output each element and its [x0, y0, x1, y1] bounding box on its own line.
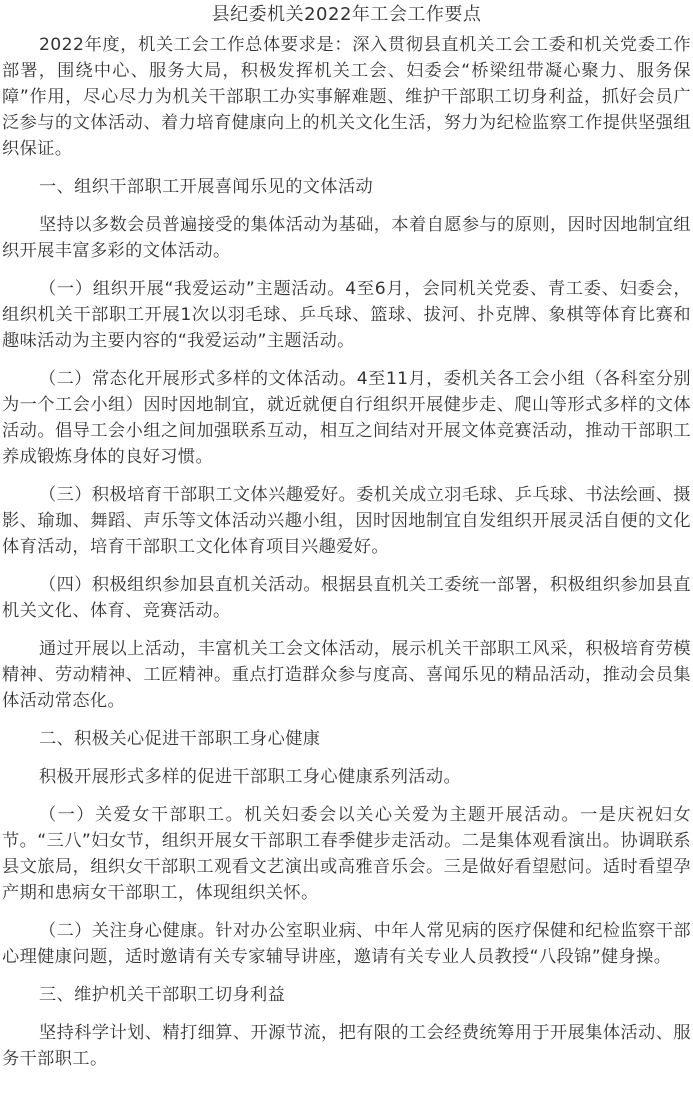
section-1-intro: 坚持以多数会员普遍接受的集体活动为基础，本着自愿参与的原则，因时因地制宜组织开展丰富多彩的文体活动。: [2, 215, 691, 261]
section-1-summary: 通过开展以上活动，丰富机关工会文体活动，展示机关干部职工风采，积极培育劳模精神、劳动精神、工匠精神。重点打造群众参与度高、喜闻乐见的精品活动，推动会员集体活动常态化。: [2, 639, 691, 711]
section-2-item-2: （二）关注身心健康。针对办公室职业病、中年人常见病的医疗保健和纪检监察干部心理健康问题，适时邀请有关专家辅导讲座，邀请有关专业人员教授“八段锦”健身操。: [2, 921, 691, 967]
section-2-intro: 积极开展形式多样的促进干部职工身心健康系列活动。: [38, 767, 462, 787]
section-heading-3: 三、维护机关干部职工切身利益: [38, 985, 286, 1005]
section-heading-2: 二、积极关心促进干部职工身心健康: [38, 729, 321, 749]
document-title: 县纪委机关2022年工会工作要点: [211, 4, 482, 25]
section-1-item-4: （四）积极组织参加县直机关活动。根据县直机关工委统一部署，积极组织参加县直机关文化、体育、竞赛活动。: [2, 575, 691, 621]
section-3-intro: 坚持科学计划、精打细算、开源节流，把有限的工会经费统筹用于开展集体活动、服务干部职工。: [2, 1023, 691, 1069]
section-1-item-3: （三）积极培育干部职工文体兴趣爱好。委机关成立羽毛球、乒乓球、书法绘画、摄影、瑜珈、舞蹈、声乐等文体活动兴趣小组，因时因地制宜自发组织开展灵活自便的文化体育活动，培育干部职工文化体育项目兴趣爱好。: [2, 485, 691, 557]
section-1-item-1: （一）组织开展“我爱运动”主题活动。4至6月，会同机关党委、青工委、妇委会，组织机关干部职工开展1次以羽毛球、乒乓球、篮球、拔河、扑克牌、象棋等体育比赛和趣味活动为主要内容的“我爱运动”主题活动。: [2, 279, 691, 351]
section-1-item-2: （二）常态化开展形式多样的文体活动。4至11月，委机关各工会小组（各科室分别为一个工会小组）因时因地制宜，就近就便自行组织开展健步走、爬山等形式多样的文体活动。倡导工会小组之间加强联系互动，相互之间结对开展文体竞赛活动，推动干部职工养成锻炼身体的良好习惯。: [2, 369, 691, 467]
section-2-item-1: （一）关爱女干部职工。机关妇委会以关心关爱为主题开展活动。一是庆祝妇女节。“三八”妇女节，组织开展女干部职工春季健步走活动。二是集体观看演出。协调联系县文旅局，组织女干部职工观看文艺演出或高雅音乐会。三是做好看望慰问。适时看望孕产期和患病女干部职工，体现组织关怀。: [2, 805, 691, 903]
section-heading-1: 一、组织干部职工开展喜闻乐见的文体活动: [38, 177, 374, 197]
intro-paragraph: 2022年度，机关工会工作总体要求是：深入贯彻县直机关工会工委和机关党委工作部署，围绕中心、服务大局，积极发挥机关工会、妇委会“桥梁纽带凝心聚力、服务保障”作用，尽心尽力为机关干部职工办实事解难题、维护干部职工切身利益，抓好会员广泛参与的文体活动、着力培育健康向上的机关文化生活，努力为纪检监察工作提供坚强组织保证。: [2, 35, 691, 159]
